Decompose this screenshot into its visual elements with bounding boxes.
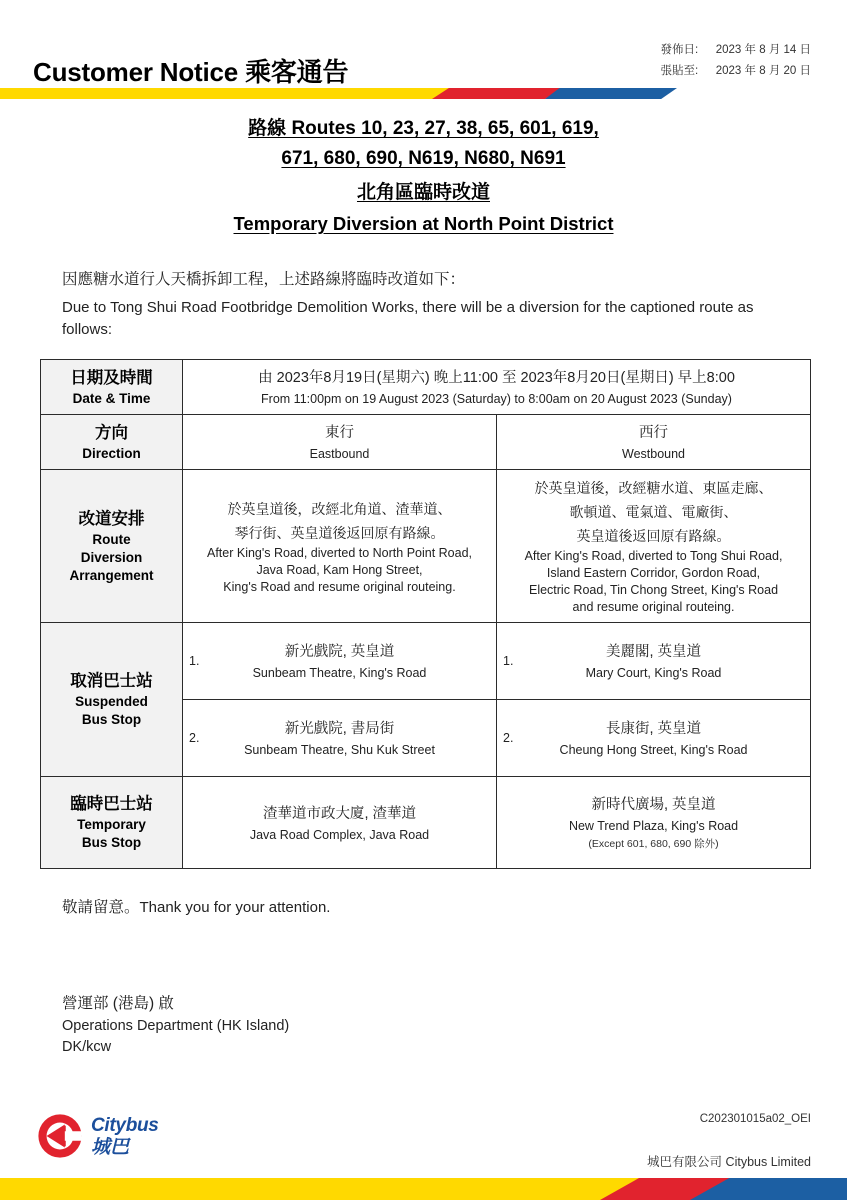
row-header-datetime xyxy=(41,360,183,415)
row-header-temporary-en-1: Temporary xyxy=(77,817,146,832)
issue-date-value: 2023 年 8 月 14 日 xyxy=(715,44,811,56)
thanks-cn: 敬請留意。 xyxy=(62,899,140,916)
diversion-west-cn-3: 英皇道後返回原有路線。 xyxy=(576,528,731,544)
row-header-diversion xyxy=(41,470,183,623)
row-header-temporary-en-2: Bus Stop xyxy=(81,835,142,850)
routes-heading-line-2: 671, 680, 690, N619, N680, N691 xyxy=(281,148,566,169)
table-row-diversion xyxy=(41,470,811,623)
datetime-cn: 由 2023年8月19日(星期六) 晚上11:00 至 2023年8月20日(星期日) 早上8:00 xyxy=(258,370,735,386)
citybus-logo-icon xyxy=(36,1112,84,1160)
intro-text-cn: 因應糖水道行人天橋拆卸工程，上述路線將臨時改道如下： xyxy=(62,271,466,288)
suspended-east-1-en: Sunbeam Theatre, King's Road xyxy=(252,666,427,680)
direction-east-en: Eastbound xyxy=(309,447,370,461)
row-header-datetime-en: Date & Time xyxy=(72,390,151,406)
thanks-en: Thank you for your attention. xyxy=(139,899,331,916)
citybus-logo xyxy=(36,1112,159,1160)
direction-west-en: Westbound xyxy=(622,447,686,461)
footer-color-bar xyxy=(0,1178,847,1200)
signoff-block xyxy=(62,991,847,1058)
color-bar-blue-segment xyxy=(545,88,677,99)
row-header-diversion-en-1: Route xyxy=(92,531,131,547)
row-header-diversion-cn: 改道安排 xyxy=(78,509,145,528)
direction-east-cn: 東行 xyxy=(325,425,354,441)
list-number: 1. xyxy=(189,654,200,668)
company-name-cn: 城巴有限公司 xyxy=(647,1155,723,1169)
row-header-suspended-en-1: Suspended xyxy=(75,694,148,709)
temporary-east-cn: 渣華道市政大廈, 渣華道 xyxy=(262,805,417,822)
document-code: C202301015a02_OEI xyxy=(699,1113,811,1125)
row-header-datetime-cn: 日期及時間 xyxy=(70,368,153,387)
cell-suspended-west-1 xyxy=(497,623,811,700)
diversion-east-cn-1: 於英皇道後，改經北角道、渣華道、 xyxy=(227,500,452,517)
diversion-east-en-3: King's Road and resume original routeing. xyxy=(223,579,456,594)
datetime-en: From 11:00pm on 19 August 2023 (Saturday) to 8:00am on 20 August 2023 (Sunday) xyxy=(261,392,732,406)
temporary-west-cn: 新時代廣場, 英皇道 xyxy=(591,797,716,813)
posted-until-label: 張貼至: xyxy=(660,65,699,77)
cell-direction-westbound xyxy=(497,415,811,470)
diversion-west-en-2: Island Eastern Corridor, Gordon Road, xyxy=(546,566,761,580)
row-header-direction-cn: 方向 xyxy=(95,423,128,442)
issue-date-row xyxy=(661,40,811,61)
cell-suspended-east-1 xyxy=(183,623,497,700)
signoff-department-en: Operations Department (HK Island) xyxy=(62,1018,290,1034)
diversion-east-cn-2: 琴行街、英皇道後返回原有路線。 xyxy=(234,524,445,541)
row-header-suspended xyxy=(41,623,183,777)
table-row-temporary xyxy=(41,777,811,869)
thanks-line xyxy=(62,895,847,917)
cell-direction-eastbound xyxy=(183,415,497,470)
suspended-east-2-cn: 新光戲院, 書局街 xyxy=(284,721,395,737)
cell-datetime-value xyxy=(183,360,811,415)
suspended-west-2-cn: 長康街, 英皇道 xyxy=(605,721,702,737)
signoff-department-cn: 營運部 (港島) 啟 xyxy=(62,995,174,1012)
cell-temporary-west xyxy=(497,777,811,869)
intro-paragraph xyxy=(62,267,802,341)
company-name xyxy=(647,1152,811,1170)
color-bar-red-segment xyxy=(432,88,562,99)
row-header-suspended-en-2: Bus Stop xyxy=(81,712,142,727)
cell-suspended-east-2 xyxy=(183,700,497,777)
suspended-east-1-cn: 新光戲院, 英皇道 xyxy=(284,644,395,660)
diversion-west-en-3: Electric Road, Tin Chong Street, King's Road xyxy=(528,583,779,597)
temporary-west-exception-note: (Except 601, 680, 690 除外) xyxy=(588,838,719,850)
table-row-suspended-1 xyxy=(41,623,811,700)
row-header-suspended-cn: 取消巴士站 xyxy=(70,672,153,690)
cell-suspended-west-2 xyxy=(497,700,811,777)
row-header-direction xyxy=(41,415,183,470)
issue-date-label: 發佈日: xyxy=(660,44,699,56)
citybus-logo-name-en: Citybus xyxy=(91,1114,159,1136)
intro-text-en: Due to Tong Shui Road Footbridge Demolition Works, there will be a diversion for the captioned route as follows: xyxy=(62,299,754,338)
cell-temporary-east xyxy=(183,777,497,869)
diversion-table-wrapper xyxy=(40,359,810,869)
posted-until-value: 2023 年 8 月 20 日 xyxy=(715,65,811,77)
row-header-diversion-en-2: Diversion xyxy=(80,549,143,565)
cell-diversion-eastbound xyxy=(183,470,497,623)
suspended-west-1-cn: 美麗閣, 英皇道 xyxy=(605,644,702,660)
list-number: 1. xyxy=(503,654,514,668)
row-header-temporary-cn: 臨時巴士站 xyxy=(70,795,153,813)
table-row-datetime xyxy=(41,360,811,415)
footer-bar-yellow-segment xyxy=(0,1178,640,1200)
citybus-logo-name-cn: 城巴 xyxy=(91,1136,130,1158)
page-title-en: Customer Notice xyxy=(33,57,239,87)
color-bar-yellow-segment xyxy=(0,88,470,99)
row-header-diversion-en-3: Arrangement xyxy=(69,567,154,583)
suspended-east-2-en: Sunbeam Theatre, Shu Kuk Street xyxy=(244,743,435,757)
page-title xyxy=(33,52,348,89)
list-number: 2. xyxy=(189,731,200,745)
company-name-en: Citybus Limited xyxy=(725,1155,811,1169)
temporary-west-en: New Trend Plaza, King's Road xyxy=(568,819,739,833)
list-number: 2. xyxy=(503,731,514,745)
posted-until-row xyxy=(661,61,811,82)
notice-headings xyxy=(0,114,847,239)
diversion-east-en-1: After King's Road, diverted to North Point Road, xyxy=(206,545,473,560)
diversion-west-cn-1: 於英皇道後，改經糖水道、東區走廊、 xyxy=(534,480,773,496)
routes-heading-line-1: 路線 Routes 10, 23, 27, 38, 65, 601, 619, xyxy=(248,118,599,139)
row-header-temporary xyxy=(41,777,183,869)
diversion-west-cn-2: 歌頓道、電氣道、電廠街、 xyxy=(569,504,738,520)
diversion-table xyxy=(40,359,811,869)
subject-heading-en: Temporary Diversion at North Point District xyxy=(233,213,614,234)
citybus-logo-text xyxy=(91,1116,159,1157)
suspended-west-1-en: Mary Court, King's Road xyxy=(585,666,722,680)
diversion-east-en-2: Java Road, Kam Hong Street, xyxy=(256,562,423,577)
suspended-west-2-en: Cheung Hong Street, King's Road xyxy=(559,743,748,757)
page-header xyxy=(0,0,847,100)
direction-west-cn: 西行 xyxy=(639,425,668,441)
cell-diversion-westbound xyxy=(497,470,811,623)
subject-heading-cn: 北角區臨時改道 xyxy=(356,182,490,203)
issue-dates xyxy=(661,40,811,82)
header-color-bar xyxy=(0,88,847,99)
signoff-initials: DK/kcw xyxy=(62,1039,112,1055)
diversion-west-en-1: After King's Road, diverted to Tong Shui Road, xyxy=(524,549,783,563)
table-row-direction xyxy=(41,415,811,470)
temporary-east-en: Java Road Complex, Java Road xyxy=(249,827,430,842)
diversion-west-en-4: and resume original routeing. xyxy=(572,600,735,614)
row-header-direction-en: Direction xyxy=(82,445,141,461)
page-title-cn: 乘客通告 xyxy=(245,57,349,87)
